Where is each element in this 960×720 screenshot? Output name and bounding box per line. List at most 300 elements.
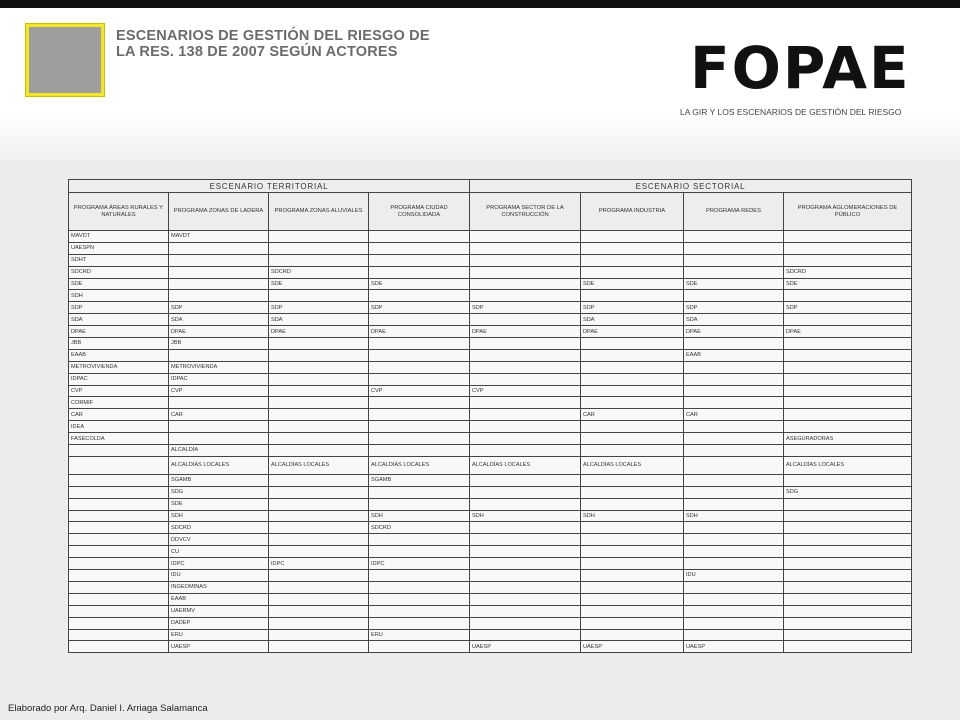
table-cell xyxy=(581,433,684,445)
table-cell xyxy=(69,486,169,498)
table-cell xyxy=(369,421,470,433)
column-header: PROGRAMA CIUDAD CONSOLIDADA xyxy=(369,193,470,231)
table-cell xyxy=(69,593,169,605)
table-cell xyxy=(269,534,369,546)
table-cell xyxy=(69,445,169,457)
table-cell: ALCALDÍAS LOCALES xyxy=(369,456,470,474)
table-cell: DPAE xyxy=(470,326,581,338)
table-cell: CVP xyxy=(169,385,269,397)
table-cell xyxy=(269,581,369,593)
table-cell xyxy=(269,510,369,522)
table-cell: SDH xyxy=(369,510,470,522)
table-row xyxy=(69,302,912,314)
table-cell xyxy=(470,570,581,582)
table-cell: CVP xyxy=(69,385,169,397)
table-row xyxy=(69,266,912,278)
table-row xyxy=(69,474,912,486)
table-cell xyxy=(684,231,784,243)
table-cell xyxy=(69,570,169,582)
table-cell xyxy=(784,546,912,558)
table-cell: SDP xyxy=(169,302,269,314)
top-bar xyxy=(0,0,960,8)
table-cell: UAESPN xyxy=(69,242,169,254)
table-cell: DPAE xyxy=(269,326,369,338)
table-cell xyxy=(269,254,369,266)
table-row xyxy=(69,641,912,653)
table-cell xyxy=(684,385,784,397)
table-cell xyxy=(684,558,784,570)
table-cell xyxy=(369,617,470,629)
table-cell xyxy=(169,433,269,445)
table-cell xyxy=(784,581,912,593)
table-cell: DPAE xyxy=(784,326,912,338)
brand-subtitle: LA GIR Y LOS ESCENARIOS DE GESTIÓN DEL RIESGO xyxy=(680,107,902,117)
table-cell: SDP xyxy=(784,302,912,314)
table-cell xyxy=(470,242,581,254)
table-cell xyxy=(581,266,684,278)
table-cell: CU xyxy=(169,546,269,558)
table-row xyxy=(69,593,912,605)
table-cell xyxy=(69,534,169,546)
table-cell: CAR xyxy=(684,409,784,421)
table-cell: SDE xyxy=(784,278,912,290)
table-cell: SDP xyxy=(470,302,581,314)
table-cell xyxy=(470,474,581,486)
table-cell xyxy=(684,593,784,605)
table-cell: SDA xyxy=(269,314,369,326)
table-row xyxy=(69,373,912,385)
column-header: PROGRAMA REDES xyxy=(684,193,784,231)
table-cell: CAR xyxy=(581,409,684,421)
table-cell xyxy=(784,421,912,433)
table-cell: SDA xyxy=(169,314,269,326)
table-cell xyxy=(784,373,912,385)
table-cell: JBB xyxy=(169,338,269,350)
table-cell: DADEP xyxy=(169,617,269,629)
table-cell xyxy=(269,361,369,373)
table-cell xyxy=(684,421,784,433)
table-cell: IDU xyxy=(169,570,269,582)
table-cell xyxy=(69,581,169,593)
table-cell: SDE xyxy=(69,278,169,290)
table-cell xyxy=(369,498,470,510)
table-cell: EAAB xyxy=(684,349,784,361)
table-cell: SDP xyxy=(269,302,369,314)
table-cell xyxy=(784,558,912,570)
table-cell: METROVIVIENDA xyxy=(69,361,169,373)
table-row xyxy=(69,534,912,546)
table-cell xyxy=(369,338,470,350)
table-cell: SDP xyxy=(369,302,470,314)
table-row xyxy=(69,242,912,254)
table-cell xyxy=(581,474,684,486)
table-cell: SDH xyxy=(169,510,269,522)
table-row xyxy=(69,581,912,593)
table-cell xyxy=(269,498,369,510)
table-cell xyxy=(581,522,684,534)
table-cell xyxy=(684,522,784,534)
group-header-sectorial: ESCENARIO SECTORIAL xyxy=(470,180,912,193)
table-row xyxy=(69,385,912,397)
table-cell: IDPAC xyxy=(69,373,169,385)
table-cell xyxy=(169,278,269,290)
table-cell: SDCRD xyxy=(169,522,269,534)
table-cell: ALCALDÍA xyxy=(169,445,269,457)
page-title-line2: LA RES. 138 DE 2007 SEGÚN ACTORES xyxy=(116,44,398,60)
table-cell xyxy=(581,486,684,498)
table-cell xyxy=(269,605,369,617)
table-cell xyxy=(369,641,470,653)
table-row xyxy=(69,278,912,290)
table-cell xyxy=(581,498,684,510)
table-cell xyxy=(581,581,684,593)
table-cell: UAERMV xyxy=(169,605,269,617)
table-cell xyxy=(684,474,784,486)
table-cell: CVP xyxy=(470,385,581,397)
table-cell xyxy=(269,338,369,350)
table-cell xyxy=(581,242,684,254)
table-cell xyxy=(369,290,470,302)
table-cell xyxy=(470,254,581,266)
table-cell: SDCRD xyxy=(784,266,912,278)
table-cell: SDE xyxy=(169,498,269,510)
table-cell xyxy=(581,338,684,350)
table-cell xyxy=(269,421,369,433)
table-cell xyxy=(470,231,581,243)
table-cell xyxy=(369,349,470,361)
table-cell xyxy=(369,397,470,409)
table-cell xyxy=(369,314,470,326)
table-cell xyxy=(369,570,470,582)
table-cell: ALCALDÍAS LOCALES xyxy=(269,456,369,474)
table-row xyxy=(69,605,912,617)
table-cell xyxy=(684,338,784,350)
table-cell xyxy=(581,534,684,546)
table-cell xyxy=(470,421,581,433)
table-cell xyxy=(69,558,169,570)
table-cell: IDEA xyxy=(69,421,169,433)
table-cell: DPAE xyxy=(169,326,269,338)
table-cell xyxy=(784,474,912,486)
table-cell: DDVCV xyxy=(169,534,269,546)
table-cell xyxy=(369,254,470,266)
table-cell xyxy=(369,231,470,243)
table-cell: SDP xyxy=(69,302,169,314)
table-cell xyxy=(784,629,912,641)
table-cell xyxy=(369,361,470,373)
table-row xyxy=(69,510,912,522)
table-cell xyxy=(470,534,581,546)
table-cell: UAESP xyxy=(470,641,581,653)
table-cell xyxy=(269,290,369,302)
table-cell xyxy=(470,617,581,629)
table-cell: SDE xyxy=(269,278,369,290)
table-cell xyxy=(684,266,784,278)
table-cell: ALCALDÍAS LOCALES xyxy=(581,456,684,474)
table-cell xyxy=(269,486,369,498)
table-cell xyxy=(784,498,912,510)
table-cell xyxy=(684,456,784,474)
table-cell: SDCRD xyxy=(369,522,470,534)
table-row xyxy=(69,397,912,409)
table-cell xyxy=(784,534,912,546)
table-cell xyxy=(369,433,470,445)
table-row xyxy=(69,445,912,457)
table-cell: IDPAC xyxy=(169,373,269,385)
table-cell: IDPC xyxy=(169,558,269,570)
table-cell xyxy=(784,231,912,243)
page-title xyxy=(116,28,430,60)
table-cell xyxy=(69,546,169,558)
table-cell xyxy=(684,373,784,385)
table-cell: SGAMB xyxy=(169,474,269,486)
header xyxy=(0,8,960,160)
table-cell xyxy=(169,254,269,266)
table-cell xyxy=(69,629,169,641)
table-cell xyxy=(784,510,912,522)
table-cell: DPAE xyxy=(684,326,784,338)
table-cell: UAESP xyxy=(169,641,269,653)
table-cell xyxy=(684,486,784,498)
table-cell xyxy=(684,445,784,457)
table-cell xyxy=(784,290,912,302)
table-cell xyxy=(470,581,581,593)
table-cell xyxy=(470,558,581,570)
table-row xyxy=(69,361,912,373)
table-cell xyxy=(269,522,369,534)
column-header: PROGRAMA ZONAS ALUVIALES xyxy=(269,193,369,231)
table-cell xyxy=(581,421,684,433)
table-cell xyxy=(369,605,470,617)
table-cell xyxy=(684,498,784,510)
column-header: PROGRAMA AGLOMERACIONES DE PÚBLICO xyxy=(784,193,912,231)
table-cell xyxy=(581,570,684,582)
table-cell xyxy=(470,593,581,605)
table-cell xyxy=(369,373,470,385)
table-cell xyxy=(684,546,784,558)
table-cell xyxy=(169,242,269,254)
table-cell: UAESP xyxy=(684,641,784,653)
table-cell xyxy=(581,546,684,558)
table-row xyxy=(69,456,912,474)
table-cell xyxy=(581,617,684,629)
table-row xyxy=(69,522,912,534)
table-cell xyxy=(169,397,269,409)
table-cell: SDH xyxy=(581,510,684,522)
table-cell: SDA xyxy=(684,314,784,326)
table-cell xyxy=(581,373,684,385)
table-cell xyxy=(69,510,169,522)
table-body xyxy=(69,231,912,653)
table-cell xyxy=(784,593,912,605)
table-cell: SDE xyxy=(581,278,684,290)
table-cell xyxy=(684,605,784,617)
table-cell xyxy=(169,290,269,302)
table-cell: SDA xyxy=(69,314,169,326)
footer-credit: Elaborado por Arq. Daniel I. Arriaga Salamanca xyxy=(8,703,208,714)
table-cell: EAAB xyxy=(69,349,169,361)
table-cell xyxy=(69,617,169,629)
table-cell xyxy=(784,385,912,397)
table-cell xyxy=(269,231,369,243)
table-cell xyxy=(784,338,912,350)
table-cell xyxy=(470,409,581,421)
table-cell: SDP xyxy=(581,302,684,314)
table-cell: CVP xyxy=(369,385,470,397)
table-row xyxy=(69,486,912,498)
column-header: PROGRAMA ZONAS DE LADERA xyxy=(169,193,269,231)
table-cell: SDH xyxy=(470,510,581,522)
table-cell xyxy=(269,617,369,629)
table-cell xyxy=(581,629,684,641)
table-row xyxy=(69,546,912,558)
group-header-territorial: ESCENARIO TERRITORIAL xyxy=(69,180,470,193)
table-cell xyxy=(784,522,912,534)
table-cell xyxy=(470,266,581,278)
table-cell: SDE xyxy=(684,278,784,290)
table-cell xyxy=(470,349,581,361)
table-cell: SDA xyxy=(581,314,684,326)
table-cell xyxy=(784,397,912,409)
table-cell: SDHT xyxy=(69,254,169,266)
table-cell xyxy=(581,290,684,302)
table-cell xyxy=(269,385,369,397)
table-cell xyxy=(784,349,912,361)
table-cell xyxy=(369,546,470,558)
group-header-row xyxy=(69,180,912,193)
table-cell xyxy=(684,242,784,254)
table-cell xyxy=(581,605,684,617)
table-cell xyxy=(684,617,784,629)
table-cell: SDP xyxy=(684,302,784,314)
table-cell xyxy=(470,314,581,326)
table-row xyxy=(69,433,912,445)
table-cell xyxy=(369,581,470,593)
table-row xyxy=(69,421,912,433)
table-row xyxy=(69,617,912,629)
table-cell xyxy=(684,534,784,546)
table-cell xyxy=(684,254,784,266)
table-cell xyxy=(269,409,369,421)
column-header: PROGRAMA INDUSTRIA xyxy=(581,193,684,231)
table-cell xyxy=(169,349,269,361)
table-cell xyxy=(581,361,684,373)
table-cell xyxy=(69,605,169,617)
logo-placeholder xyxy=(26,24,104,96)
actors-table xyxy=(68,179,912,653)
table-cell xyxy=(269,242,369,254)
table-cell xyxy=(69,641,169,653)
table-cell xyxy=(470,629,581,641)
table-cell: ALCALDÍAS LOCALES xyxy=(169,456,269,474)
table-cell: SDG xyxy=(169,486,269,498)
table-cell xyxy=(784,242,912,254)
table-cell xyxy=(269,433,369,445)
table-cell xyxy=(470,486,581,498)
table-cell: CAR xyxy=(169,409,269,421)
table-cell xyxy=(784,445,912,457)
table-cell xyxy=(784,314,912,326)
table-cell: DPAE xyxy=(581,326,684,338)
table-cell xyxy=(369,593,470,605)
table-cell xyxy=(69,522,169,534)
column-header: PROGRAMA ÁREAS RURALES Y NATURALES xyxy=(69,193,169,231)
table-cell xyxy=(784,641,912,653)
table-cell: UAESP xyxy=(581,641,684,653)
table-cell xyxy=(470,522,581,534)
table-cell xyxy=(470,397,581,409)
table-cell xyxy=(369,486,470,498)
table-cell: JBB xyxy=(69,338,169,350)
table-cell xyxy=(169,266,269,278)
page-title-line1: ESCENARIOS DE GESTIÓN DEL RIESGO DE xyxy=(116,28,430,44)
table-cell xyxy=(684,397,784,409)
table-cell xyxy=(269,593,369,605)
table-cell xyxy=(684,581,784,593)
table-cell: INGEOMINAS xyxy=(169,581,269,593)
table-row xyxy=(69,349,912,361)
actors-table-wrapper xyxy=(68,179,911,653)
table-cell xyxy=(581,593,684,605)
table-cell: IDPC xyxy=(269,558,369,570)
table-cell xyxy=(369,409,470,421)
table-cell xyxy=(369,266,470,278)
table-cell: ALCALDÍAS LOCALES xyxy=(784,456,912,474)
table-cell xyxy=(470,373,581,385)
table-cell xyxy=(269,570,369,582)
table-cell: SDE xyxy=(369,278,470,290)
table-cell xyxy=(470,546,581,558)
table-cell: ASEGURADORAS xyxy=(784,433,912,445)
table-row xyxy=(69,558,912,570)
table-cell xyxy=(269,546,369,558)
table-cell xyxy=(269,373,369,385)
table-cell: EAAB xyxy=(169,593,269,605)
table-cell xyxy=(470,433,581,445)
table-cell xyxy=(684,361,784,373)
table-cell: SDCRD xyxy=(69,266,169,278)
table-cell: MAVDT xyxy=(169,231,269,243)
table-cell xyxy=(581,231,684,243)
table-cell: IDPC xyxy=(369,558,470,570)
table-cell xyxy=(369,242,470,254)
table-row xyxy=(69,409,912,421)
table-cell xyxy=(581,349,684,361)
table-cell xyxy=(69,498,169,510)
table-cell: DPAE xyxy=(369,326,470,338)
table-row xyxy=(69,326,912,338)
table-cell xyxy=(470,278,581,290)
table-cell xyxy=(269,629,369,641)
table-cell xyxy=(784,409,912,421)
table-cell: CAR xyxy=(69,409,169,421)
table-cell: SDH xyxy=(69,290,169,302)
table-cell xyxy=(581,558,684,570)
table-row xyxy=(69,629,912,641)
table-cell: SGAMB xyxy=(369,474,470,486)
table-cell xyxy=(784,570,912,582)
table-cell xyxy=(69,456,169,474)
table-row xyxy=(69,498,912,510)
table-cell xyxy=(581,254,684,266)
table-cell xyxy=(269,445,369,457)
table-cell xyxy=(784,361,912,373)
table-cell: ERU xyxy=(369,629,470,641)
table-cell xyxy=(369,534,470,546)
table-row xyxy=(69,290,912,302)
table-cell xyxy=(470,445,581,457)
column-header-row xyxy=(69,193,912,231)
